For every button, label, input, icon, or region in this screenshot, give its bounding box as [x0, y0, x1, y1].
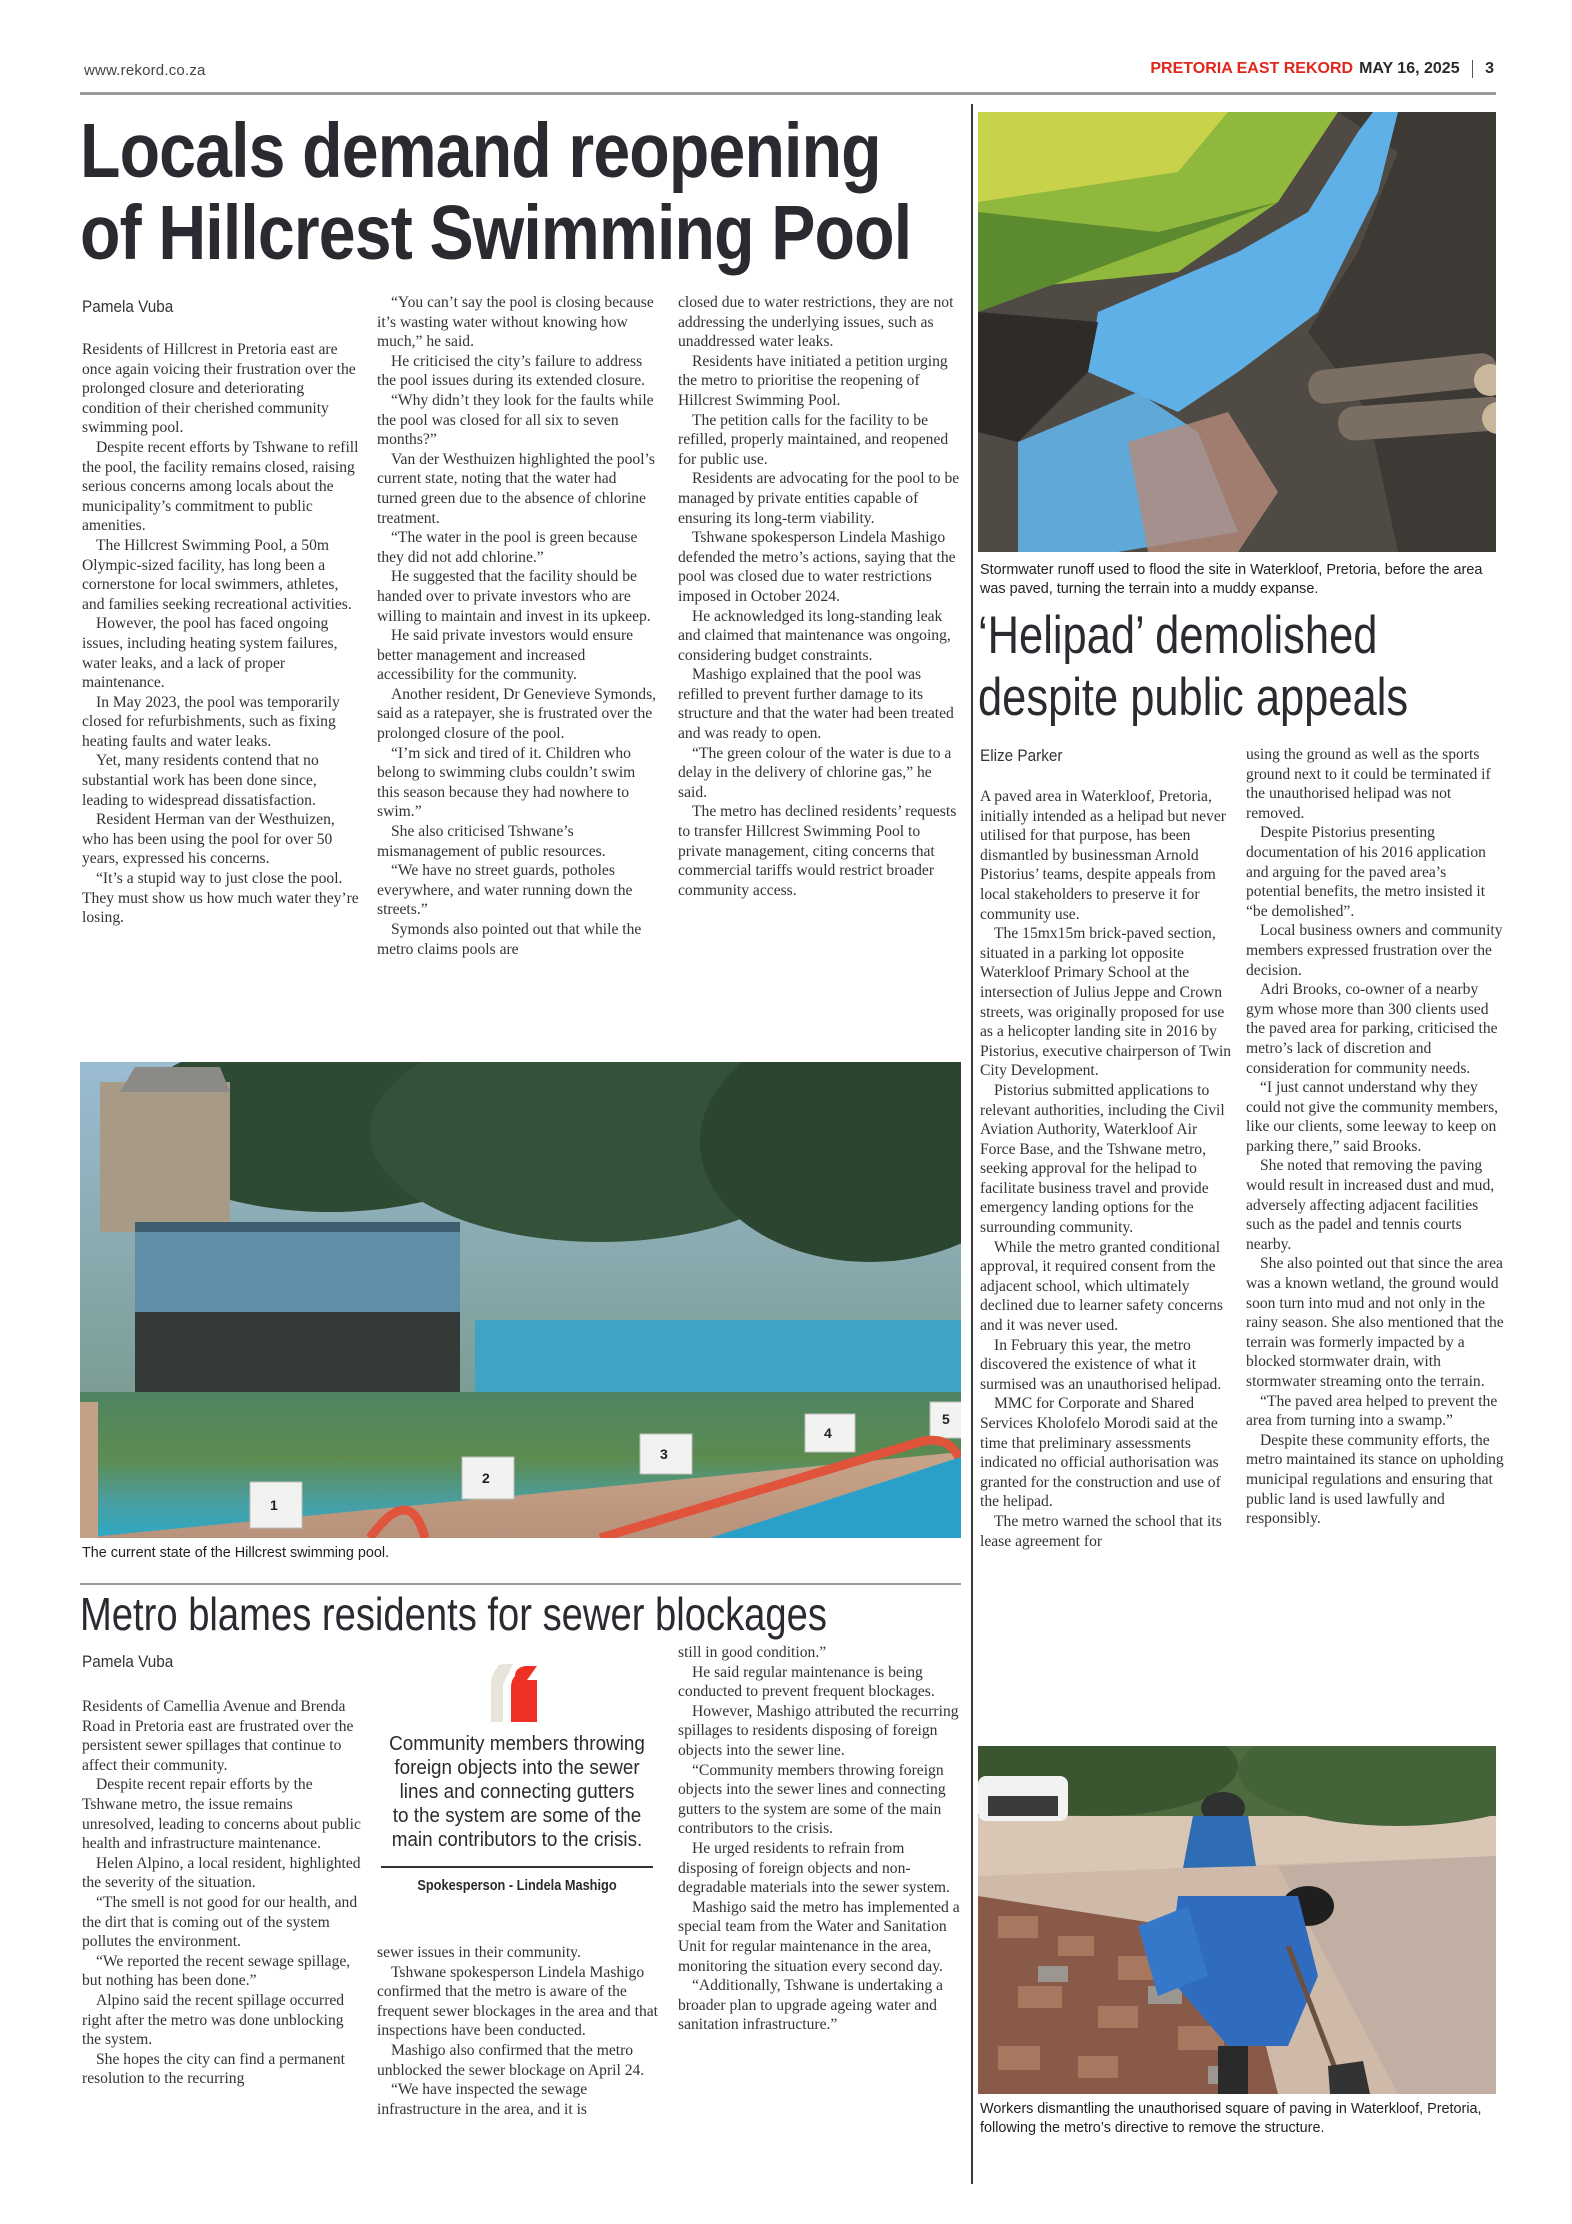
paragraph: Pistorius submitted applications to relevant authorities, including the Civil Aviation Authority, Waterkloof Air Force Base, and the Tshwane metro, seeking approval for the helipad to facilitate business travel and provide emergency landing options for the surrounding community. — [980, 1081, 1225, 1237]
pull-quote — [378, 1662, 656, 1894]
paragraph: Despite recent efforts by Tshwane to refill the pool, the facility remains closed, raising serious concerns among locals about the municipality’s commitment to public amenities. — [82, 438, 359, 535]
byline-pool: Pamela Vuba — [82, 297, 174, 316]
pool-column-2 — [377, 293, 660, 959]
site-url[interactable]: www.rekord.co.za — [84, 62, 206, 79]
paragraph: Mashigo said the metro has implemented a special team from the Water and Sanitation Unit for regular maintenance in the area, monitoring the situation every second day. — [678, 1898, 960, 1975]
paragraph: “I’m sick and tired of it. Children who belong to swimming clubs couldn’t swim this season because they had nowhere to swim.” — [377, 744, 636, 821]
paragraph: sewer issues in their community. — [377, 1944, 581, 1961]
paragraph: Despite Pistorius presenting documentation of his 2016 application and arguing for the paved area’s potential benefits, the metro insisted it “be demolished”. — [1246, 824, 1486, 920]
paragraph: still in good condition.” — [678, 1644, 827, 1661]
stormwater-photo — [978, 112, 1496, 552]
sewer-column-3 — [678, 1643, 961, 2035]
masthead — [1150, 60, 1494, 78]
headline-pool — [80, 108, 912, 276]
masthead-divider — [1472, 60, 1474, 78]
paragraph: He criticised the city’s failure to address the pool issues during its extended closure. — [377, 352, 646, 390]
headline-line: ‘Helipad’ demolished — [978, 606, 1378, 665]
lane-number: 2 — [482, 1470, 490, 1486]
paragraph: In May 2023, the pool was temporarily closed for refurbishments, such as fixing heating faults and water leaks. — [82, 693, 340, 750]
paragraph: closed due to water restrictions, they are not addressing the underlying issues, such as unaddressed water leaks. — [678, 294, 954, 351]
headline-sewer: Metro blames residents for sewer blockages — [80, 1588, 827, 1640]
paragraph: Van der Westhuizen highlighted the pool’s current state, noting that the water had turned green due to the absence of chlorine treatment. — [377, 450, 655, 527]
paragraph: Symonds also pointed out that while the metro claims pools are — [377, 921, 642, 958]
paragraph: The 15mx15m brick-paved section, situated in a parking lot opposite Waterkloof Primary School at the intersection of Julius Jeppe and Crown streets, was originally proposed for use as a helicopter landing site in 2016 by Pistorius, executive chairperson of Twin City Development. — [980, 925, 1232, 1080]
paragraph: He said private investors would ensure better management and increased accessibility for the community. — [377, 627, 634, 684]
pool-column-3 — [678, 293, 961, 900]
paragraph: Local business owners and community members expressed frustration over the decision. — [1246, 922, 1503, 979]
paragraph: “The paved area helped to prevent the area from turning into a swamp.” — [1246, 1392, 1498, 1430]
paragraph: MMC for Corporate and Shared Services Kholofelo Morodi said at the time that preliminary assessments indicated no official authorisation was granted for the construction and use of the helipad. — [980, 1395, 1221, 1511]
paragraph: Yet, many residents contend that no substantial work has been done since, leading to widespread dissatisfaction. — [82, 752, 319, 809]
paragraph: “Community members throwing foreign objects into the sewer lines and connecting gutters to the system are some of the main contributors to the crisis. — [678, 1761, 946, 1838]
lane-number: 3 — [660, 1446, 668, 1462]
paragraph: Despite these community efforts, the metro maintained its stance on upholding municipal regulations and ensuring that public land is used lawfully and responsibly. — [1246, 1431, 1504, 1528]
paragraph: “You can’t say the pool is closing because it’s wasting water without knowing how much,” he said. — [377, 294, 654, 351]
workers-photo — [978, 1746, 1496, 2094]
paragraph: “It’s a stupid way to just close the pool. They must show us how much water they’re losing. — [82, 870, 359, 927]
stormwater-image — [978, 112, 1496, 552]
paragraph: He said regular maintenance is being conducted to prevent frequent blockages. — [678, 1663, 935, 1701]
paragraph: Resident Herman van der Westhuizen, who has been using the pool for over 50 years, expressed his concerns. — [82, 811, 335, 868]
helipad-column-2 — [1246, 745, 1504, 1529]
paragraph: “Additionally, Tshwane is undertaking a broader plan to upgrade ageing water and sanitation infrastructure.” — [678, 1977, 943, 2034]
paragraph: “We have inspected the sewage infrastructure in the area, and it is — [377, 2081, 588, 2118]
paragraph: The metro warned the school that its lease agreement for — [980, 1512, 1222, 1550]
paragraph: “I just cannot understand why they could not give the community members, like our clients, some leeway to keep on parking there,” said Brooks. — [1246, 1079, 1499, 1155]
paper-name: PRETORIA EAST REKORD — [1150, 60, 1354, 77]
quote-mark-icon — [487, 1662, 547, 1724]
sewer-column-2 — [377, 1943, 660, 2119]
workers-photo-caption: Workers dismantling the unauthorised square of paving in Waterkloof, Pretoria, following the metro’s directive to remove the structure. — [980, 2101, 1482, 2136]
paragraph: using the ground as well as the sports ground next to it could be terminated if the unauthorised helipad was not removed. — [1246, 746, 1491, 822]
headline-line: despite public appeals — [978, 668, 1409, 727]
paragraph: “Why didn’t they look for the faults while the pool was closed for all six to seven months?” — [377, 391, 654, 449]
workers-image — [978, 1746, 1496, 2094]
paragraph: The petition calls for the facility to be refilled, properly maintained, and reopened for public use. — [678, 411, 949, 468]
paragraph: However, the pool has faced ongoing issues, including heating system failures, water leaks, and a lack of proper maintenance. — [82, 615, 338, 692]
pull-quote-text: Community members throwing foreign objects into the sewer lines and connecting gutters to the system are some of the main contributors to the crisis. — [389, 1732, 645, 1851]
paragraph: Tshwane spokesperson Lindela Mashigo defended the metro’s actions, saying that the pool was closed due to water restrictions imposed in October 2024. — [678, 529, 956, 605]
paragraph: “The smell is not good for our health, and the dirt that is coming out of the system pollutes the environment. — [82, 1893, 358, 1951]
paragraph: “The green colour of the water is due to a delay in the delivery of chlorine gas,” he said. — [678, 744, 952, 801]
paragraph: Mashigo explained that the pool was refilled to prevent further damage to its structure and that the water had been treated and was ready to open. — [678, 666, 954, 743]
pool-photo-caption: The current state of the Hillcrest swimming pool. — [82, 1545, 390, 1561]
paragraph: Despite recent repair efforts by the Tshwane metro, the issue remains unresolved, leading to concerns about public health and infrastructure maintenance. — [82, 1776, 361, 1853]
column-divider — [971, 104, 973, 2184]
paragraph: She hopes the city can find a permanent resolution to the recurring — [82, 2050, 345, 2088]
byline-sewer: Pamela Vuba — [82, 1652, 174, 1671]
sewer-column-1 — [82, 1697, 365, 2089]
headline-line: Locals demand reopening — [80, 108, 881, 194]
paragraph: She noted that removing the paving would result in increased dust and mud, adversely affecting adjacent facilities such as the padel and tennis courts nearby. — [1246, 1157, 1495, 1253]
header-rule — [80, 92, 1496, 95]
paragraph: The Hillcrest Swimming Pool, a 50m Olympic-sized facility, has long been a cornerstone for local swimmers, athletes, and families seeking recreational activities. — [82, 536, 352, 613]
paragraph: Adri Brooks, co-owner of a nearby gym whose more than 300 clients used the paved area for parking, criticised the metro’s lack of discretion and consideration for community needs. — [1246, 981, 1498, 1077]
pull-quote-rule — [381, 1866, 653, 1868]
paragraph: “The water in the pool is green because they did not add chlorine.” — [377, 529, 638, 566]
lane-number: 1 — [270, 1497, 278, 1513]
pool-photo — [80, 1062, 961, 1538]
page-number: 3 — [1485, 60, 1494, 77]
paragraph: A paved area in Waterkloof, Pretoria, initially intended as a helipad but never utilised for that purpose, has been dismantled by businessman Arnold Pistorius’ teams, despite appeals from local stakeholders to preserve it for community use. — [980, 788, 1226, 923]
paragraph: However, Mashigo attributed the recurring spillages to residents disposing of foreign objects into the sewer line. — [678, 1702, 959, 1759]
byline-helipad: Elize Parker — [980, 746, 1063, 765]
paragraph: The metro has declined residents’ requests to transfer Hillcrest Swimming Pool to private management, citing concerns that commercial tariffs would restrict broader community access. — [678, 803, 957, 899]
paragraph: While the metro granted conditional approval, it required consent from the adjacent school, which ultimately declined due to learner safety concerns and it was never used. — [980, 1238, 1223, 1335]
paragraph: Tshwane spokesperson Lindela Mashigo confirmed that the metro is aware of the frequent sewer blockages in the area and that inspections have been conducted. — [377, 1963, 658, 2040]
paragraph: “We reported the recent sewage spillage, but nothing has been done.” — [82, 1952, 351, 1990]
lane-number: 5 — [942, 1411, 950, 1427]
paragraph: She also pointed out that since the area was a known wetland, the ground would soon turn into mud and not only in the rainy season. She also mentioned that the terrain was formerly impacted by a blocked stormwater drain, with stormwater streaming onto the terrain. — [1246, 1255, 1504, 1390]
paragraph: He suggested that the facility should be handed over to private investors who are willing to maintain and invest in its upkeep. — [377, 568, 651, 625]
stormwater-photo-caption: Stormwater runoff used to flood the site in Waterkloof, Pretoria, before the area was paved, turning the terrain into a muddy expanse. — [980, 562, 1483, 597]
helipad-column-1 — [980, 787, 1235, 1551]
paragraph: Another resident, Dr Genevieve Symonds, said as a ratepayer, she is frustrated over the prolonged closure of the pool. — [377, 685, 657, 743]
issue-date: MAY 16, 2025 — [1359, 60, 1460, 77]
paragraph: Residents of Hillcrest in Pretoria east are once again voicing their frustration over the prolonged closure and deteriorating condition of their cherished community swimming pool. — [82, 341, 356, 437]
paragraph: Residents have initiated a petition urging the metro to prioritise the reopening of Hillcrest Swimming Pool. — [678, 352, 948, 409]
pool-column-1 — [82, 340, 362, 928]
paragraph: In February this year, the metro discovered the existence of what it surmised was an unauthorised helipad. — [980, 1336, 1222, 1393]
paragraph: Alpino said the recent spillage occurred right after the metro was done unblocking the system. — [82, 1991, 345, 2049]
paragraph: Residents of Camellia Avenue and Brenda Road in Pretoria east are frustrated over the persistent sewer spillages that continue to affect their community. — [82, 1698, 354, 1774]
headline-line: of Hillcrest Swimming Pool — [80, 190, 912, 276]
section-rule — [80, 1583, 961, 1585]
swimming-pool-image — [80, 1062, 961, 1538]
paragraph: She also criticised Tshwane’s mismanagement of public resources. — [377, 823, 606, 860]
pull-quote-attribution: Spokesperson - Lindela Mashigo — [417, 1878, 617, 1894]
paragraph: He urged residents to refrain from disposing of foreign objects and non-degradable materials into the sewer system. — [678, 1839, 950, 1897]
paragraph: Residents are advocating for the pool to be managed by private entities capable of ensuring its long-term viability. — [678, 470, 960, 527]
headline-helipad — [978, 605, 1437, 729]
paragraph: Mashigo also confirmed that the metro unblocked the sewer blockage on April 24. — [377, 2041, 645, 2079]
paragraph: Helen Alpino, a local resident, highlighted the severity of the situation. — [82, 1854, 361, 1892]
lane-number: 4 — [824, 1425, 832, 1441]
paragraph: “We have no street guards, potholes everywhere, and water running down the streets.” — [377, 862, 633, 919]
paragraph: He acknowledged its long-standing leak and claimed that maintenance was ongoing, considering budget constraints. — [678, 607, 951, 664]
